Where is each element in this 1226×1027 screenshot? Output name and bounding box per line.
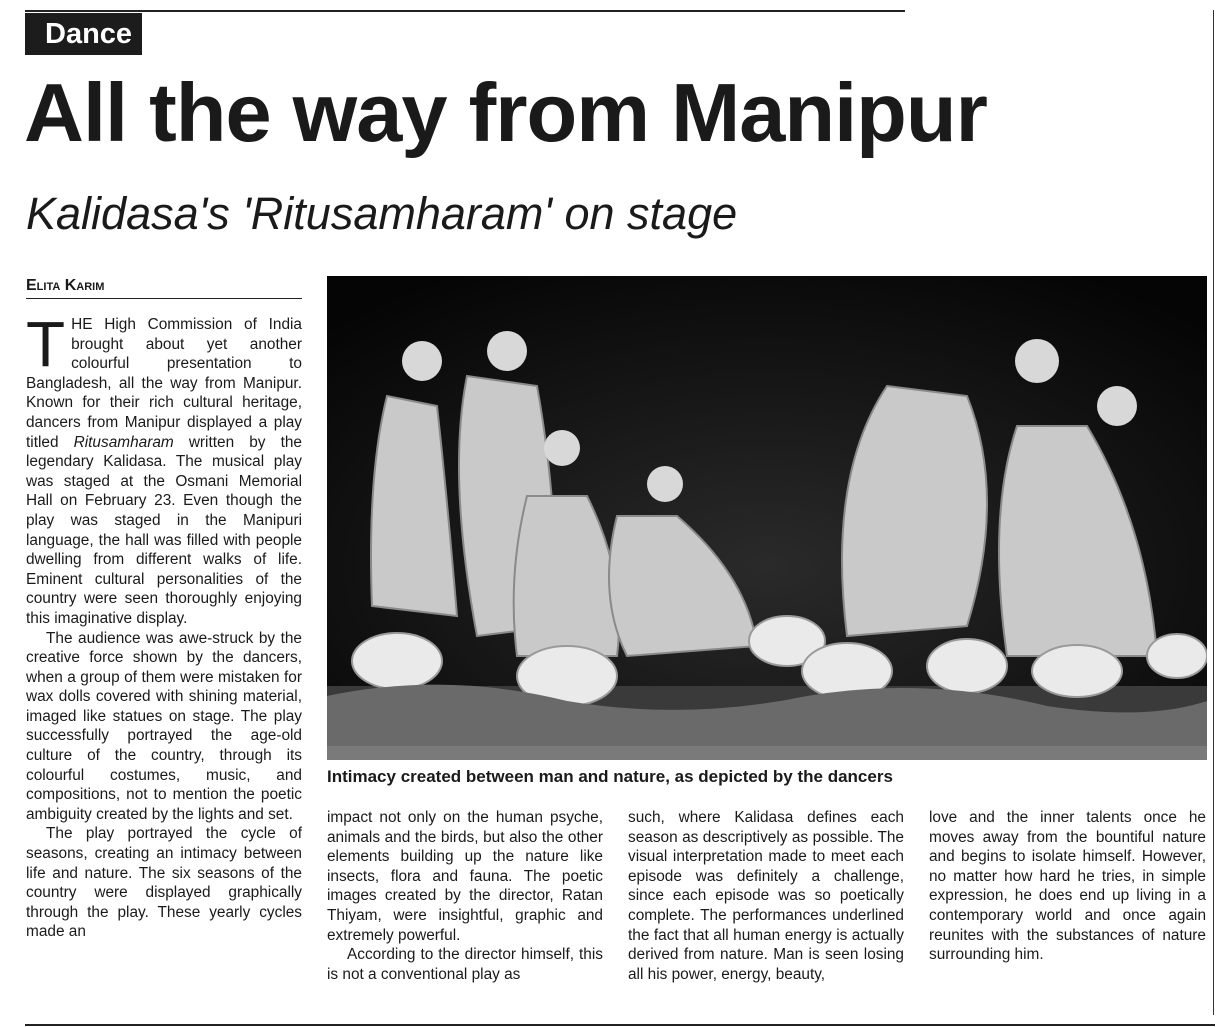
paragraph: such, where Kalidasa defines each season as descriptively as possible. The visual interpretation made to meet each episode was definitely a challenge, since each episode was so poetically complete. The performances underlined the fact that all human energy is actually derived from nature. Man is seen losing all his power, energy, beauty, [628,809,904,983]
article-column-4 [929,808,1206,965]
paragraph: The audience was awe-struck by the creative force shown by the dancers, when a group of them were mistaken for wax dolls covered with shining material, imaged like statues on stage. The play successfully portrayed the age-old culture of the country, through its colourful costumes, music, and compositions, not to mention the poetic ambiguity created by the lights and set. [26,629,302,823]
drop-cap: T [26,308,66,380]
text-run: HE High Commission of India brought about yet another colourful presentation to Bangladesh, all the way from Manipur. Known for their rich cultural heritage, dancers from Manipur displayed a play titled [26,316,302,451]
article-column-2 [327,808,603,984]
play-title: Ritusamharam [73,433,174,451]
subheadline: Kalidasa's 'Ritusamharam' on stage [26,188,738,239]
text-run: written by the legendary Kalidasa. The musical play was staged at the Osmani Memorial Hall on February 23. Even though the play was staged in the Manipuri language, the hall was filled with people dwelling from different walks of life. Eminent cultural personalities of the country were seen thoroughly enjoying this imaginative display. [26,433,302,627]
byline: Elita Karim [26,276,302,299]
section-kicker: Dance [25,13,142,55]
dancers-illustration [327,276,1207,760]
paragraph [26,308,302,629]
top-rule [25,10,905,12]
bottom-rule [25,1024,1215,1026]
paragraph: love and the inner talents once he moves away from the bountiful nature and begins to isolate himself. However, no matter how hard he tries, in simple expression, he does end up living in a contemporary world and once again reunites with the substances of nature surrounding him. [929,809,1206,964]
headline: All the way from Manipur [24,66,987,159]
right-rule [1213,10,1214,1015]
article-column-1 [26,308,302,942]
paragraph: According to the director himself, this is not a conventional play as [327,946,603,983]
dance-photo [327,276,1207,760]
paragraph: The play portrayed the cycle of seasons, creating an intimacy between life and nature. The six seasons of the country were displayed graphically through the play. These yearly cycles made an [26,825,302,941]
article-column-3 [628,808,904,984]
paragraph: impact not only on the human psyche, animals and the birds, but also the other elements building up the nature like insects, flora and fauna. The poetic images created by the director, Ratan Thiyam, were insightful, graphic and extremely powerful. [327,809,603,944]
photo-caption: Intimacy created between man and nature, as depicted by the dancers [327,767,893,786]
